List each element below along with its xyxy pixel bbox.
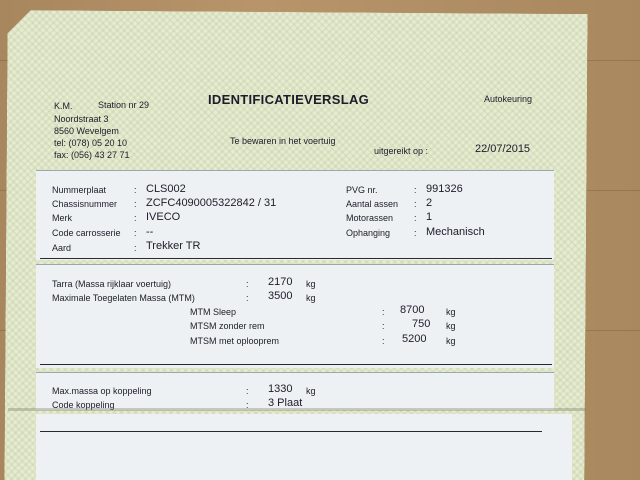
divider — [40, 364, 552, 365]
pvg-value: 991326 — [426, 183, 463, 195]
body-code-value: -- — [146, 226, 154, 238]
separator: : — [414, 199, 417, 209]
separator: : — [134, 213, 137, 223]
body-code-label: Code carrosserie — [52, 228, 121, 238]
document-subtitle: Te bewaren in het voertuig — [230, 136, 336, 146]
suspension-value: Mechanisch — [426, 226, 485, 238]
mtm-tow-label: MTM Sleep — [190, 307, 237, 317]
separator: : — [246, 386, 249, 396]
separator: : — [134, 228, 137, 238]
type-label: Aard — [52, 243, 72, 253]
station-street: Noordstraat 3 — [54, 114, 109, 124]
category-label: Autokeuring — [484, 94, 533, 104]
tarra-label: Tarra (Massa rijklaar voertuig) — [52, 279, 172, 289]
separator: : — [382, 336, 385, 346]
chassis-label: Chassisnummer — [52, 199, 118, 209]
mtm-label: Maximale Toegelaten Massa (MTM) — [52, 293, 195, 303]
station-fax: fax: (056) 43 27 71 — [54, 150, 130, 160]
separator: : — [246, 293, 249, 303]
separator: : — [414, 185, 417, 195]
issued-label: uitgereikt op : — [374, 146, 429, 156]
mtm-value: 3500 — [268, 290, 293, 302]
mtsm-unbraked-value: 750 — [412, 318, 431, 330]
divider — [40, 431, 542, 432]
separator: : — [134, 185, 137, 195]
tarra-value: 2170 — [268, 276, 293, 288]
mtsm-overrun-label: MTSM met oplooprem — [190, 336, 280, 346]
station-name: Station nr 29 — [98, 100, 150, 110]
coupling-mass-label: Max.massa op koppeling — [52, 386, 152, 396]
tarra-unit: kg — [306, 279, 316, 289]
coupling-code-label: Code koppeling — [52, 400, 115, 410]
separator: : — [134, 199, 137, 209]
separator: : — [382, 307, 385, 317]
separator: : — [414, 213, 417, 223]
paper-fold — [8, 408, 586, 411]
coupling-mass-unit: kg — [306, 386, 316, 396]
mtm-tow-unit: kg — [446, 307, 456, 317]
station-label: K.M. — [54, 101, 73, 111]
mtsm-overrun-unit: kg — [446, 336, 456, 346]
station-tel: tel: (078) 05 20 10 — [54, 138, 128, 148]
lower-panel — [36, 414, 572, 480]
mtm-unit: kg — [306, 293, 316, 303]
separator: : — [382, 321, 385, 331]
axles-label: Aantal assen — [346, 199, 399, 209]
separator: : — [246, 279, 249, 289]
drive-axles-value: 1 — [426, 211, 433, 223]
type-value: Trekker TR — [146, 240, 201, 252]
axles-value: 2 — [426, 197, 433, 209]
station-city: 8560 Wevelgem — [54, 126, 119, 136]
issued-date: 22/07/2015 — [475, 143, 531, 155]
pvg-label: PVG nr. — [346, 185, 378, 195]
vehicle-panel — [36, 170, 554, 260]
mtsm-unbraked-unit: kg — [446, 321, 456, 331]
coupling-mass-value: 1330 — [268, 383, 293, 395]
separator: : — [414, 228, 417, 238]
mtm-tow-value: 8700 — [400, 304, 425, 316]
brand-value: IVECO — [146, 211, 181, 223]
chassis-value: ZCFC4090005322842 / 31 — [146, 197, 277, 209]
separator: : — [134, 243, 137, 253]
mtsm-overrun-value: 5200 — [402, 333, 427, 345]
document-title: IDENTIFICATIEVERSLAG — [208, 92, 370, 107]
coupling-code-value: 3 Plaat — [268, 397, 303, 409]
brand-label: Merk — [52, 213, 72, 223]
separator: : — [246, 400, 249, 410]
drive-axles-label: Motorassen — [346, 213, 394, 223]
divider — [40, 258, 552, 259]
suspension-label: Ophanging — [346, 228, 391, 238]
mtsm-unbraked-label: MTSM zonder rem — [190, 321, 265, 331]
plate-label: Nummerplaat — [52, 185, 107, 195]
plate-value: CLS002 — [146, 183, 186, 195]
